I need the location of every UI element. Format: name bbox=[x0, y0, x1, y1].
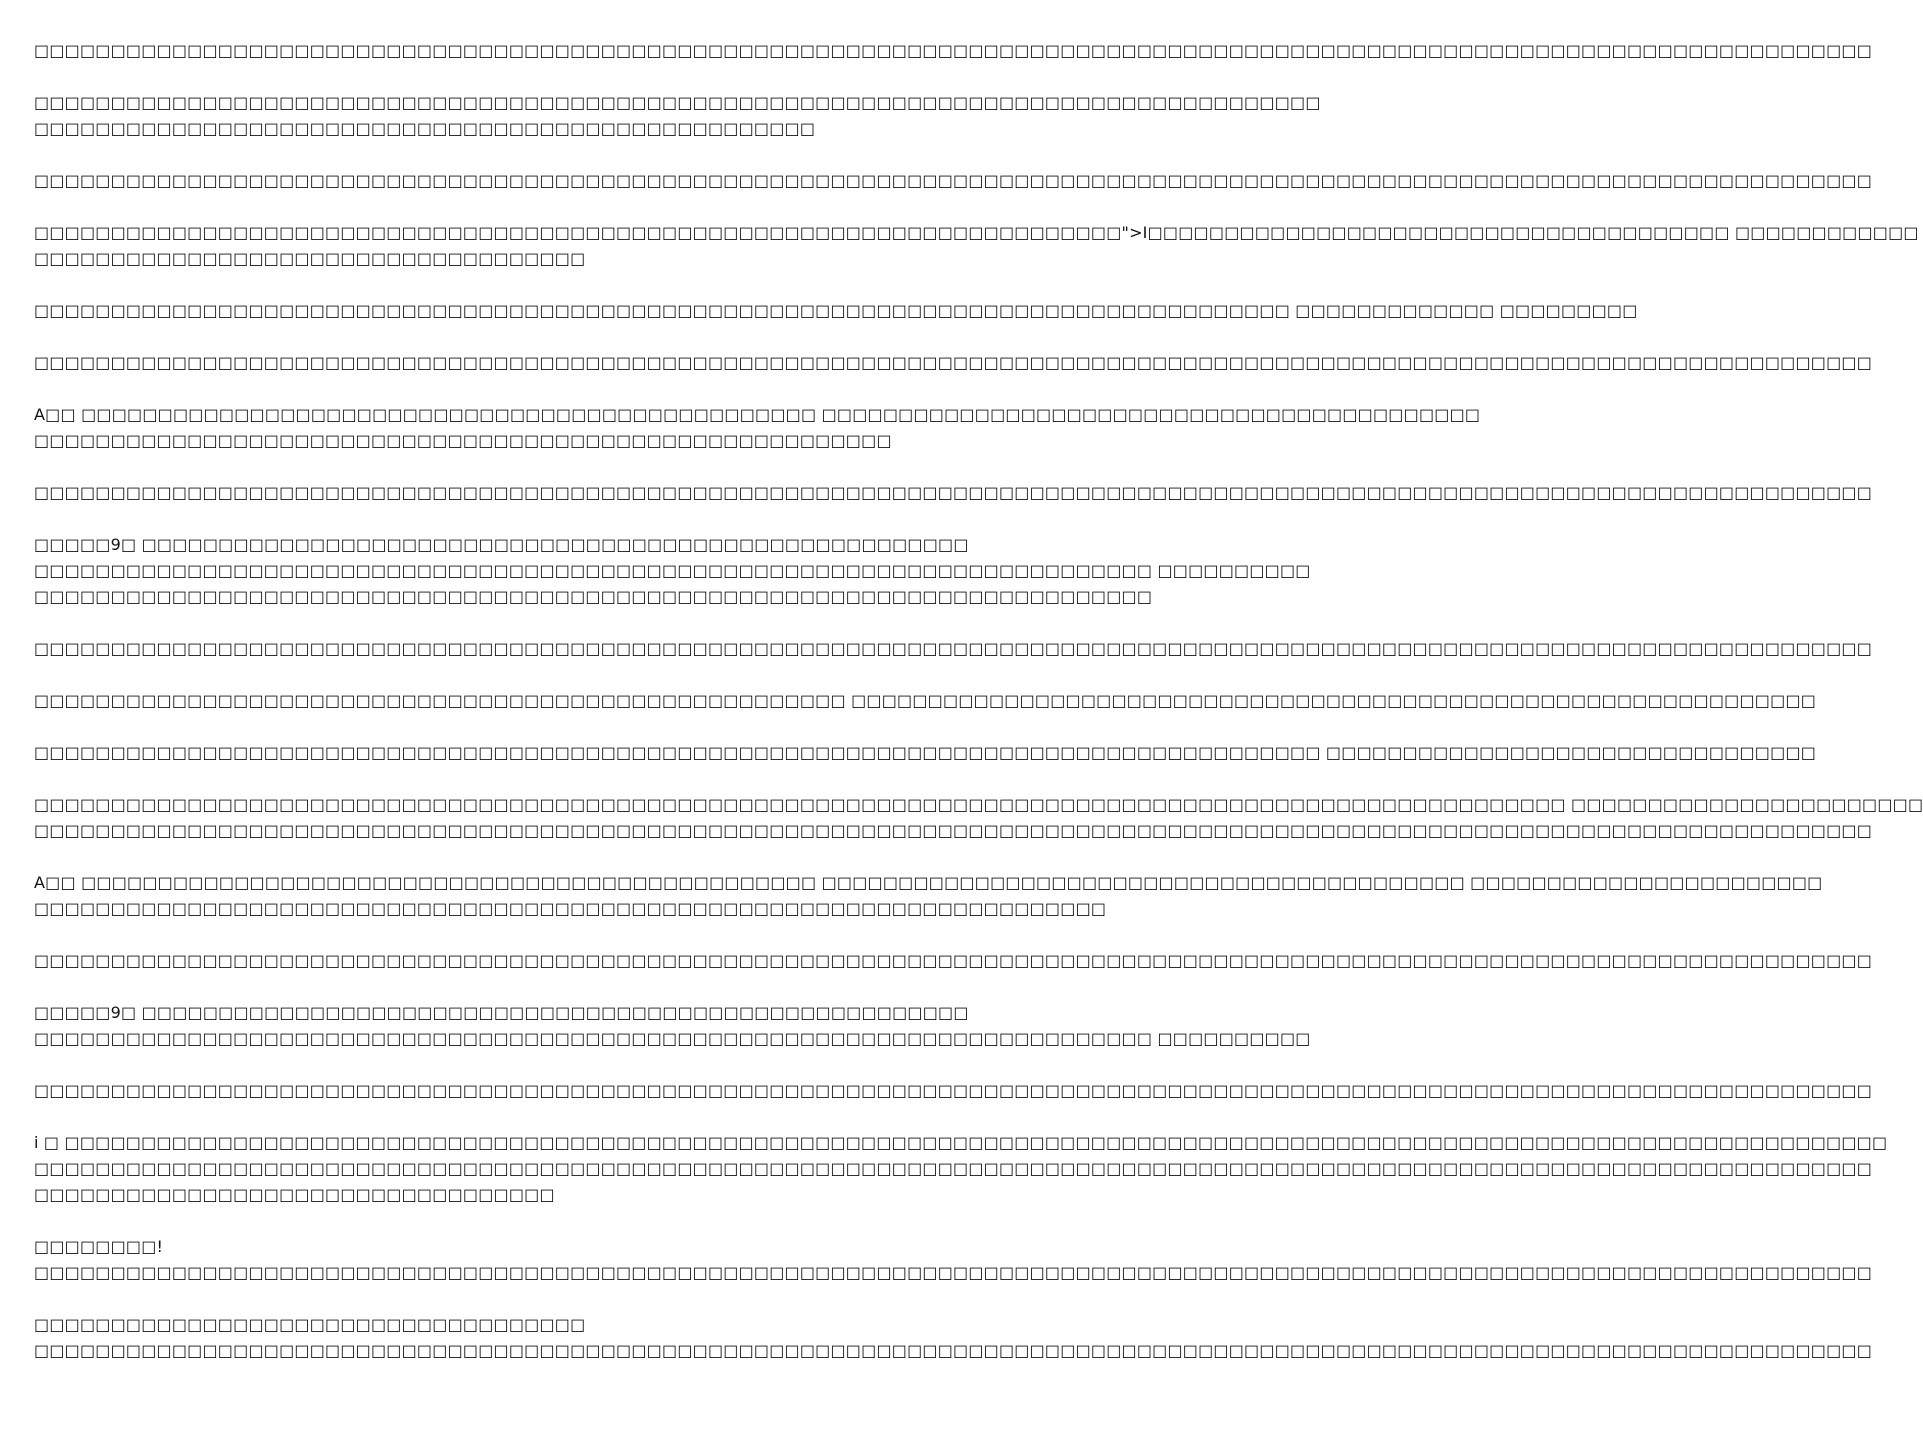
text-line: □□□□□□□□□□□□□□□□□□□□□□□□□□□□□□□□□□□□ bbox=[34, 249, 586, 268]
text-line: □□□□□□□□□□□□□□□□□□□□□□□□□□□□□□□□□□□□□□□□□□□□□□□□□□□□□□□□□□□□□□□□□□□□□□□□□□□□□□□□□□□□□□□□□□□□□□□□□□□□□□□□□□□□□□□□□□□□□□□□ bbox=[34, 821, 1873, 840]
paragraph bbox=[34, 38, 1873, 64]
text-line: □□□□□□□□□□□□□□□□□□□□□□□□□□□□□□□□□□□□□□□□□□□□□□□□□□□□□□□□□□□□□□□□□□□□□□□□□□□□□□□□□□□□□□□□□□□□□□□□□□□□□□□□□□□□□□□□□□□□□□□□ bbox=[34, 353, 1873, 372]
text-line: □□□□□□□□□□□□□□□□□□□□□□□□□□□□□□□□□□□□□□□□□□□□□□□□□□□□□□□□□□□□□□□□□□□□□□□□□□□□□□□□□□□□ bbox=[34, 93, 1321, 112]
paragraph bbox=[34, 1078, 1873, 1104]
text-line: □□□□□□□□□□□□□□□□□□□□□□□□□□□□□□□□□□□□□□□□□□□□□□□□□□□□□□□□□□□□□□□□□□□□□□□□□□□□□□□□□□□□□□□□□□□□□□□□□□□□□□□□□□□□□□□□□□□□□□□□ bbox=[34, 1341, 1873, 1360]
paragraph bbox=[34, 636, 1873, 662]
text-line: □□□□□□□□□□□□□□□□□□□□□□□□□□□□□□□□□□□□□□□□□□□□□□□□□□□□□□□□□□□□□□□□□□□□□□□□□□□□□□□□□□□□ □□□□□□□□□□□□□□□□□□□□□□□□□□□□□□□□ bbox=[34, 743, 1817, 762]
text-line: □□□□□□□□□□□□□□□□□□□□□□□□□□□□□□□□□□□□□□□□□□□□□□□□□□□□□□□□□□□□□□□□□□□□□□□□□ □□□□□□□□□□ bbox=[34, 561, 1311, 580]
paragraph bbox=[34, 1234, 1873, 1286]
text-line: i □ □□□□□□□□□□□□□□□□□□□□□□□□□□□□□□□□□□□□□□□□□□□□□□□□□□□□□□□□□□□□□□□□□□□□□□□□□□□□□□□□□□□□□□□□□□□□□□□□□□□□□□□□□□□□□□□□□□□□□□□ bbox=[34, 1133, 1888, 1152]
text-line: □□□□□□□□□□□□□□□□□□□□□□□□□□□□□□□□□□□□□□□□□□□□□□□□□□□□□□□□□□□□□□□□□□□□□□□□□□□□□□□□□□□□□□□□□□□□□□□□□□□□ □□□□□□□□□□□□□□□□□□□□□□□ bbox=[34, 795, 1923, 814]
text-line: □□□□□□□□□□□□□□□□□□□□□□□□□□□□□□□□□□□□□□□□□□□□□□□□□□□□□ □□□□□□□□□□□□□□□□□□□□□□□□□□□□□□□□□□□□□□□□□□□□□□□□□□□□□□□□□□□□□□□ bbox=[34, 691, 1817, 710]
text-line: □□□□□□□□□□□□□□□□□□□□□□□□□□□□□□□□□□□□□□□□□□□□□□□□□□□□□□□□□□□□□□□□□□□□□□□□□□□□□□□□□□ □□□□□□□□□□□□□ □□□□□□□□□ bbox=[34, 301, 1638, 320]
text-line: □□□□□□□□□□□□□□□□□□□□□□□□□□□□□□□□□□□□□□□□□□□□□□□□□□□□□□□□□□□□□□□□□□□□□□□">I□□□□□□□□□□□□□□□□□□□□□□□□□□□□□□□□□□□□□□ □□□□□□□□□□□□ bbox=[34, 223, 1919, 242]
text-line: □□□□□□□□□□□□□□□□□□□□□□□□□□□□□□□□□□□□□□□□□□□□□□□□□□□□□□□□□□□□□□□□□□□□□□□□□□□□□□□□□□□□□□□□□□□□□□□□□□□□□□□□□□□□□□□□□□□□□□□□ bbox=[34, 1159, 1873, 1178]
text-line: □□□□□□□□□□□□□□□□□□□□□□□□□□□□□□□□□□□□□□□□□□□□□□□□□□□□□□□□□□□□□□□□□□□□□□ bbox=[34, 899, 1107, 918]
text-line: □□□□□□□□□□□□□□□□□□□□□□□□□□□□□□□□□□□□□□□□□□□□□□□□□□□□□□□□□□□□□□□□□□□□□□□□□□□□□□□□□□□□□□□□□□□□□□□□□□□□□□□□□□□□□□□□□□□□□□□□ bbox=[34, 951, 1873, 970]
text-line: □□□□□□□□□□□□□□□□□□□□□□□□□□□□□□□□□□ bbox=[34, 1185, 555, 1204]
text-line: □□□□□□□□□□□□□□□□□□□□□□□□□□□□□□□□□□□□□□□□□□□□□□□□□□□□□□□□□□□□□□□□□□□□□□□□□□□□□□□□□□□□□□□□□□□□□□□□□□□□□□□□□□□□□□□□□□□□□□□□ bbox=[34, 171, 1873, 190]
paragraph bbox=[34, 948, 1873, 974]
paragraph bbox=[34, 298, 1638, 324]
document-body bbox=[34, 38, 1923, 1390]
text-line: □□□□□□□□□□□□□□□□□□□□□□□□□□□□□□□□□□□□□□□□□□□□□□□□□□□□□□□□□□□□□□□□□□□□□□□□□□□□□□□□□□□□□□□□□□□□□□□□□□□□□□□□□□□□□□□□□□□□□□□□ bbox=[34, 1081, 1873, 1100]
paragraph bbox=[34, 402, 1481, 454]
paragraph bbox=[34, 870, 1823, 922]
text-line: A□□ □□□□□□□□□□□□□□□□□□□□□□□□□□□□□□□□□□□□□□□□□□□□□□□□ □□□□□□□□□□□□□□□□□□□□□□□□□□□□□□□□□□□□□□□□□□□ bbox=[34, 405, 1481, 424]
text-line: □□□□□□□□□□□□□□□□□□□□□□□□□□□□□□□□□□□□□□□□□□□□□□□□□□□□□□□□□□□□□□□□□□□□□□□□□□□□□□□□□□□□□□□□□□□□□□□□□□□□□□□□□□□□□□□□□□□□□□□□ bbox=[34, 41, 1873, 60]
paragraph bbox=[34, 1312, 1873, 1364]
paragraph bbox=[34, 1000, 1311, 1052]
paragraph bbox=[34, 90, 1321, 142]
paragraph bbox=[34, 532, 1311, 610]
paragraph bbox=[34, 688, 1817, 714]
paragraph bbox=[34, 480, 1873, 506]
paragraph bbox=[34, 168, 1873, 194]
paragraph bbox=[34, 740, 1817, 766]
text-line: □□□□□□□□□□□□□□□□□□□□□□□□□□□□□□□□□□□□□□□□□□□□□□□□□□□□□□□□ bbox=[34, 431, 892, 450]
text-line: □□□□□□□□□□□□□□□□□□□□□□□□□□□□□□□□□□□□□□□□□□□□□□□□□□□□□□□□□□□□□□□□□□□□□□□□□□□□□□□□□□□□□□□□□□□□□□□□□□□□□□□□□□□□□□□□□□□□□□□□ bbox=[34, 1263, 1873, 1282]
text-line: □□□□□□□□□□□□□□□□□□□□□□□□□□□□□□□□□□□□□□□□□□□□□□□□□□□□□□□□□□□□□□□□□□□□□□□□□□□□□□□□□□□□□□□□□□□□□□□□□□□□□□□□□□□□□□□□□□□□□□□□ bbox=[34, 639, 1873, 658]
text-line: □□□□□9□ □□□□□□□□□□□□□□□□□□□□□□□□□□□□□□□□□□□□□□□□□□□□□□□□□□□□□□ bbox=[34, 535, 969, 554]
paragraph bbox=[34, 220, 1919, 272]
text-line: □□□□□□□□□□□□□□□□□□□□□□□□□□□□□□□□□□□□□□□□□□□□□□□□□□□□□□□□□□□□□□□□□□□□□□□□□ bbox=[34, 587, 1153, 606]
text-line: □□□□□□□□! bbox=[34, 1237, 164, 1256]
text-line: A□□ □□□□□□□□□□□□□□□□□□□□□□□□□□□□□□□□□□□□□□□□□□□□□□□□ □□□□□□□□□□□□□□□□□□□□□□□□□□□□□□□□□□□□□□□□□□ □□□□□□□□□□□□□□□□□□□□□□□ bbox=[34, 873, 1823, 892]
text-line: □□□□□□□□□□□□□□□□□□□□□□□□□□□□□□□□□□□□□□□□□□□□□□□□□□□□□□□□□□□□□□□□□□□□□□□□□□□□□□□□□□□□□□□□□□□□□□□□□□□□□□□□□□□□□□□□□□□□□□□□ bbox=[34, 483, 1873, 502]
paragraph bbox=[34, 1130, 1888, 1208]
paragraph bbox=[34, 792, 1923, 844]
text-line: □□□□□□□□□□□□□□□□□□□□□□□□□□□□□□□□□□□□ bbox=[34, 1315, 586, 1334]
text-line: □□□□□9□ □□□□□□□□□□□□□□□□□□□□□□□□□□□□□□□□□□□□□□□□□□□□□□□□□□□□□□ bbox=[34, 1003, 969, 1022]
paragraph bbox=[34, 350, 1873, 376]
text-line: □□□□□□□□□□□□□□□□□□□□□□□□□□□□□□□□□□□□□□□□□□□□□□□□□□□□□□□□□□□□□□□□□□□□□□□□□ □□□□□□□□□□ bbox=[34, 1029, 1311, 1048]
text-line: □□□□□□□□□□□□□□□□□□□□□□□□□□□□□□□□□□□□□□□□□□□□□□□□□□□ bbox=[34, 119, 816, 138]
